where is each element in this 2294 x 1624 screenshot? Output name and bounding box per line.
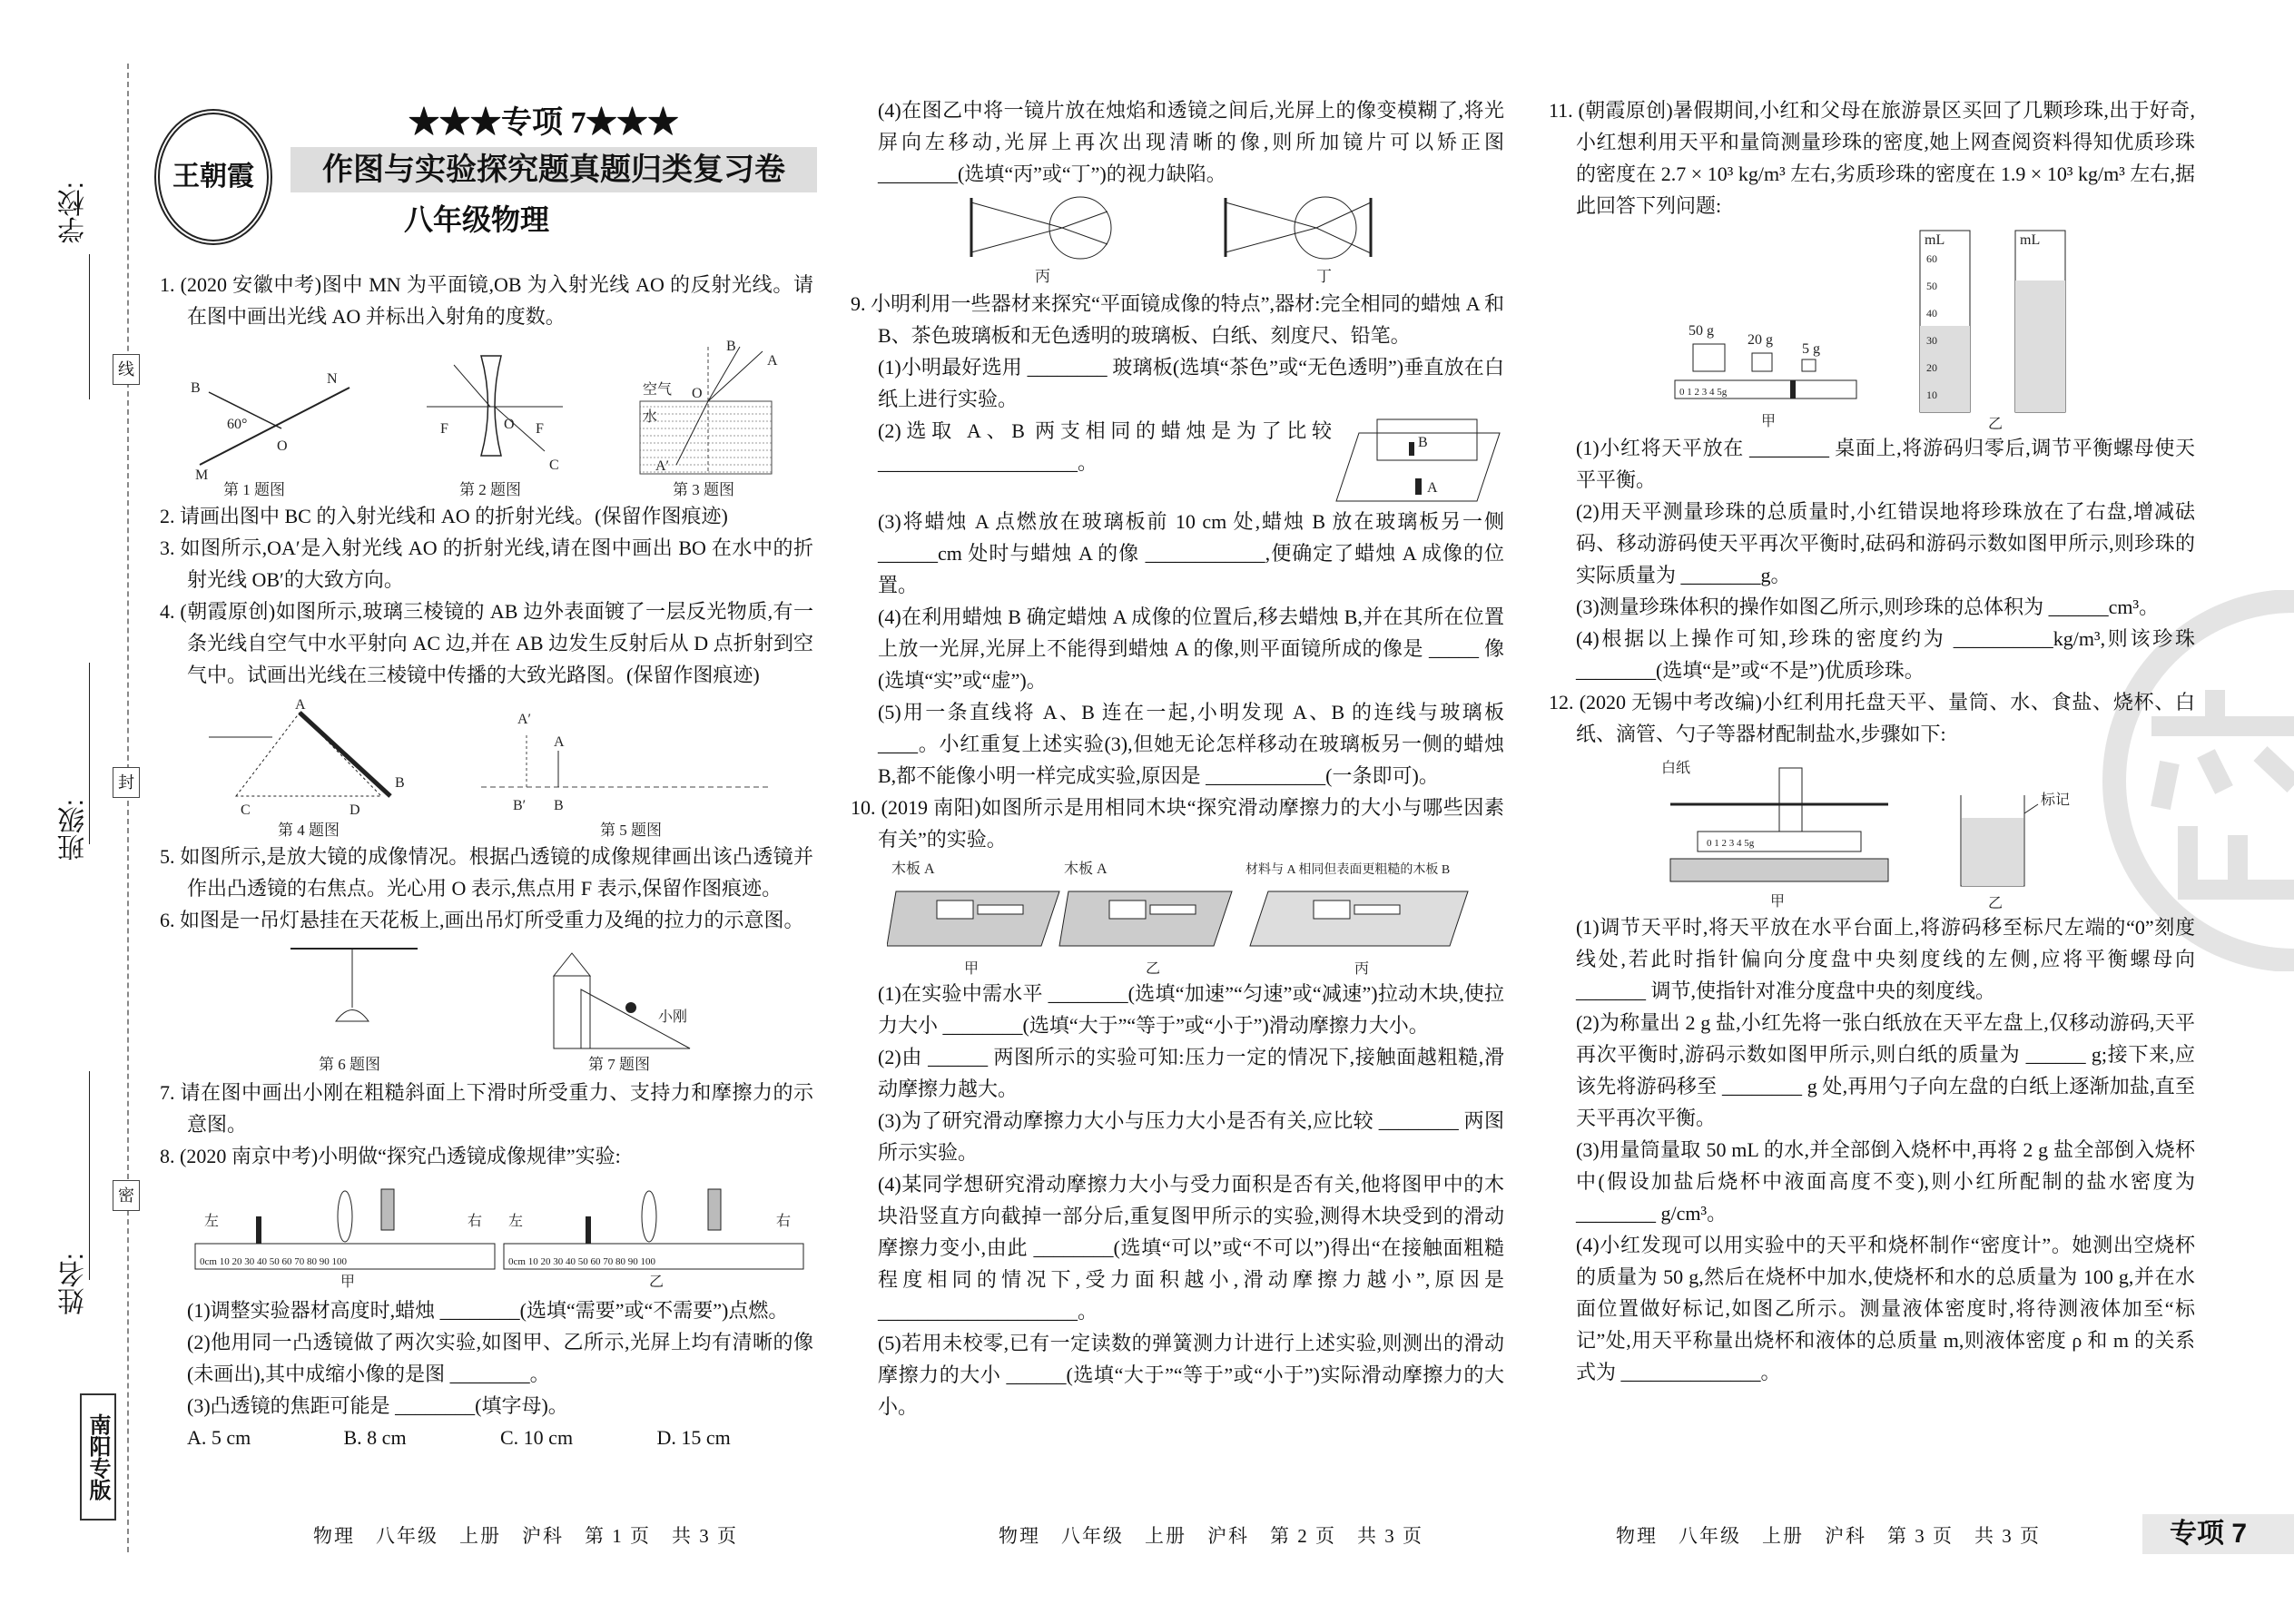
paper-label: 白纸 xyxy=(1661,761,1691,776)
svg-text:C: C xyxy=(549,458,559,473)
page-footer-2: 物理 八年级 上册 沪科 第 2 页 共 3 页 xyxy=(999,1525,1423,1547)
option-a: A. 5 cm xyxy=(187,1426,251,1449)
svg-text:左: 左 xyxy=(204,1214,220,1229)
candle-a-label: A xyxy=(1427,480,1438,496)
question-1: 1. (2020 安徽中考)图中 MN 为平面镜,OB 为入射光线 AO 的反射光线。请在图中画出光线 AO 并标出入射角的度数。 xyxy=(160,273,813,328)
name-field[interactable] xyxy=(89,1071,90,1280)
svg-text:A: A xyxy=(295,697,306,713)
page-title: 作图与实验探究题真题归类复习卷 xyxy=(290,147,817,192)
svg-text:50 g: 50 g xyxy=(1689,323,1714,339)
svg-text:A′: A′ xyxy=(517,712,532,727)
svg-text:左: 左 xyxy=(508,1214,524,1229)
figures-4-5-group xyxy=(160,691,813,841)
figures-1-3 xyxy=(182,338,799,483)
svg-text:乙: 乙 xyxy=(1988,896,2004,911)
svg-text:10: 10 xyxy=(1926,389,1937,401)
question-9-part-3: (3)将蜡烛 A 点燃放在玻璃板前 10 cm 处,蜡烛 B 放在玻璃板另一侧 ______cm 处时与蜡烛 A 的像 ____________,便确定了蜡烛 A 成像的位置。 xyxy=(878,510,1504,596)
page-footer-1: 物理 八年级 上册 沪科 第 1 页 共 3 页 xyxy=(313,1525,738,1547)
question-10-part-1: (1)在实验中需水平 ________(选填“加速”“匀速”或“减速”)拉动木块,使拉力大小 ________(选填“大于”“等于”或“小于”)滑动摩擦力大小。 xyxy=(878,982,1504,1037)
class-field[interactable] xyxy=(89,663,90,844)
question-11-part-2: (2)用天平测量珍珠的总质量时,小红错误地将珍珠放在了右盘,增减砝码、移动游码使天平再次平衡时,砝码和游码示数如图甲所示,则珍珠的实际质量为 ________g。 xyxy=(1576,500,2195,586)
column-3 xyxy=(1549,94,2195,1388)
seal-line: 线 xyxy=(113,354,140,385)
cut-line xyxy=(127,64,129,1552)
page-subtitle: 八年级物理 xyxy=(404,203,550,236)
figure-4-caption: 第 4 题图 xyxy=(278,822,340,839)
svg-text:甲: 甲 xyxy=(964,961,980,977)
candle-b-label: B xyxy=(1418,435,1428,450)
svg-text:F: F xyxy=(440,421,448,437)
label-angle: 60° xyxy=(227,417,248,432)
question-11-part-3: (3)测量珍珠体积的操作如图乙所示,则珍珠的总体积为 ______cm³。 xyxy=(1576,595,2160,618)
svg-text:F: F xyxy=(536,421,544,437)
class-label: 班级: xyxy=(59,799,89,861)
question-8-part-4: (4)在图乙中将一镜片放在烛焰和透镜之间后,光屏上的像变模糊了,将光屏向左移动,光屏上再次出现清晰的像,则所加镜片可以矫正图 ________(选填“丙”或“丁”)的视力缺陷。 xyxy=(878,99,1504,185)
label-a3: A xyxy=(767,353,778,369)
figures-6-7 xyxy=(272,940,708,1053)
name-label: 姓名: xyxy=(59,1253,89,1315)
balance-and-cylinder-figure xyxy=(1661,221,2170,432)
label-m: M xyxy=(195,468,209,483)
option-c: C. 10 cm xyxy=(500,1426,574,1449)
page-footer-3: 物理 八年级 上册 沪科 第 3 页 共 3 页 xyxy=(1616,1525,2041,1547)
question-10-part-2: (2)由 ______ 两图所示的实验可知:压力一定的情况下,接触面越粗糙,滑动摩擦力越大。 xyxy=(878,1046,1504,1100)
question-12: 12. (2020 无锡中考改编)小红利用托盘天平、量筒、水、食盐、烧杯、白纸、滴管、勺子等器材配制盐水,步骤如下: xyxy=(1549,691,2195,745)
svg-text:20: 20 xyxy=(1926,361,1937,374)
label-air: 空气 xyxy=(643,382,673,398)
options-row xyxy=(160,1422,813,1453)
question-8-part-3: (3)凸透镜的焦距可能是 ________(填字母)。 xyxy=(187,1394,568,1417)
figures-6-7-group xyxy=(160,936,813,1077)
question-5: 5. 如图所示,是放大镜的成像情况。根据凸透镜的成像规律画出该凸透镜并作出凸透镜的右焦点。光心用 O 表示,焦点用 F 表示,保留作图痕迹。 xyxy=(160,845,813,900)
svg-text:50: 50 xyxy=(1926,280,1937,292)
question-6: 6. 如图是一吊灯悬挂在天花板上,画出吊灯所受重力及绳的拉力的示意图。 xyxy=(160,909,804,931)
label-n: N xyxy=(327,371,338,387)
question-12-part-1: (1)调节天平时,将天平放在水平台面上,将游码移至标尺左端的“0”刻度线处,若此时指针偏向分度盘中央刻度线的左侧,应将平衡螺母向 _______ 调节,使指针对准分度盘中央的刻度线。 xyxy=(1576,916,2195,1002)
board-b-label: 材料与 A 相同但表面更粗糙的木板 B xyxy=(1245,863,1451,877)
question-2: 2. 请画出图中 BC 的入射光线和 AO 的折射光线。(保留作图痕迹) xyxy=(160,505,728,527)
figure-7-caption: 第 7 题图 xyxy=(588,1056,650,1073)
svg-text:A: A xyxy=(554,734,565,750)
question-12-part-4: (4)小红发现可以用实验中的天平和烧杯制作“密度计”。她测出空烧杯的质量为 50 g,然后在烧杯中加水,使烧杯和水的总质量为 100 g,并在水面位置做好标记,如图乙所示。测量液体密度时,将待测液体加至“标记”处,用天平称量出烧杯和液体的总质量 m,则液体密度 ρ 和 m 的关系式为 ______________。 xyxy=(1576,1234,2195,1383)
figure-1-caption: 第 1 题图 xyxy=(223,481,285,498)
eye-figures xyxy=(962,193,1398,266)
salt-rider-scale: 0 1 2 3 4 5g xyxy=(1707,838,1755,849)
label-o3: O xyxy=(692,386,703,401)
friction-figures xyxy=(887,855,1504,978)
salt-balance-figure xyxy=(1652,750,2088,911)
svg-text:甲: 甲 xyxy=(1770,894,1786,910)
label-a-prime: A′ xyxy=(655,458,670,474)
figure-3-caption: 第 3 题图 xyxy=(673,481,734,498)
label-b: B xyxy=(191,380,201,396)
figure-2-caption: 第 2 题图 xyxy=(459,481,521,498)
school-field[interactable] xyxy=(89,254,90,399)
question-9-part-4: (4)在利用蜡烛 B 确定蜡烛 A 成像的位置后,移去蜡烛 B,并在其所在位置上放一光屏,光屏上不能得到蜡烛 A 的像,则平面镜所成的像是 _____ 像(选填“实”或“虚”)。 xyxy=(878,605,1504,692)
svg-text:右: 右 xyxy=(776,1214,792,1229)
svg-text:乙: 乙 xyxy=(649,1275,665,1289)
question-8-part-2: (2)他用同一凸透镜做了两次实验,如图甲、乙所示,光屏上均有清晰的像(未画出),其中成缩小像的是图 ________。 xyxy=(187,1331,813,1385)
label-water: 水 xyxy=(643,409,658,425)
column-1 xyxy=(160,269,813,1453)
ruler-ticks-yi: 0cm 10 20 30 40 50 60 70 80 90 100 xyxy=(508,1256,655,1267)
question-8: 8. (2020 南京中考)小明做“探究凸透镜成像规律”实验: xyxy=(160,1145,621,1167)
question-12-part-3: (3)用量筒量取 50 mL 的水,并全部倒入烧杯中,再将 2 g 盐全部倒入烧杯中(假设加盐后烧杯中液面高度不变),则小红所配制的盐水密度为 ________ g/cm³。 xyxy=(1576,1138,2195,1225)
question-7: 7. 请在图中画出小刚在粗糙斜面上下滑时所受重力、支持力和摩擦力的示意图。 xyxy=(160,1081,813,1136)
svg-text:甲: 甲 xyxy=(1761,414,1777,429)
question-9-part-1: (1)小明最好选用 ________ 玻璃板(选填“茶色”或“无色透明”)垂直放在白纸上进行实验。 xyxy=(878,356,1504,410)
option-b: B. 8 cm xyxy=(343,1426,407,1449)
question-10: 10. (2019 南阳)如图所示是用相同木块“探究滑动摩擦力的大小与哪些因素有关”的实验。 xyxy=(851,796,1504,851)
svg-text:30: 30 xyxy=(1926,334,1937,347)
svg-text:右: 右 xyxy=(468,1214,483,1229)
svg-text:D: D xyxy=(350,802,360,818)
question-9: 9. 小明利用一些器材来探究“平面镜成像的特点”,器材:完全相同的蜡烛 A 和 B、茶色玻璃板和无色透明的玻璃板、白纸、刻度尺、铅笔。 xyxy=(851,292,1504,347)
question-10-part-4: (4)某同学想研究滑动摩擦力大小与受力面积是否有关,他将图甲中的木块沿竖直方向截掉一部分后,重复图甲所示的实验,测得木块受到的滑动摩擦力变小,由此 ________(选填“可以”或“不可以”)得出“在接触面粗糙程度相同的情况下,受力面积越小,滑动摩擦力越小”,原因是 ____________________。 xyxy=(878,1173,1504,1323)
ruler-ticks-jia: 0cm 10 20 30 40 50 60 70 80 90 100 xyxy=(200,1256,347,1267)
option-d: D. 15 cm xyxy=(656,1426,731,1449)
svg-text:mL: mL xyxy=(1925,232,1945,248)
svg-text:B′: B′ xyxy=(513,798,527,813)
mark-label: 标记 xyxy=(2041,792,2071,808)
seal-seal: 封 xyxy=(113,767,140,798)
svg-text:乙: 乙 xyxy=(1988,417,2004,432)
figure-bing-caption: 丙 xyxy=(1035,268,1050,285)
figures-4-5 xyxy=(209,696,790,819)
brand-logo: 王朝霞 xyxy=(154,109,272,245)
board-a-label-2: 木板 A xyxy=(1064,861,1108,877)
rider-scale: 0 1 2 3 4 5g xyxy=(1679,387,1728,398)
seal-secret: 密 xyxy=(113,1180,140,1211)
binding-strip xyxy=(0,0,136,1624)
svg-text:O: O xyxy=(504,417,515,432)
boy-label: 小刚 xyxy=(658,1009,688,1025)
school-label: 学校: xyxy=(59,182,89,244)
svg-text:B: B xyxy=(554,798,564,813)
label-b3: B xyxy=(726,339,736,354)
question-9-part-2-row xyxy=(851,415,1504,506)
figure-5-caption: 第 5 题图 xyxy=(600,822,662,839)
figure-ding-caption: 丁 xyxy=(1316,268,1332,285)
eye-figures-group xyxy=(851,190,1504,288)
question-3: 3. 如图所示,OA′是入射光线 AO 的折射光线,请在图中画出 BO 在水中的折射光线 OB′的大致方向。 xyxy=(160,536,813,591)
question-11: 11. (朝霞原创)暑假期间,小红和父母在旅游景区买回了几颗珍珠,出于好奇,小红想利用天平和量筒测量珍珠的密度,她上网查阅资料得知优质珍珠的密度在 2.7 × 10³ kg/m³ 左右,劣质珍珠的密度在 1.9 × 10³ kg/m³ 左右,据此回答下列问题: xyxy=(1549,99,2195,217)
board-a-label-1: 木板 A xyxy=(891,861,935,877)
svg-text:甲: 甲 xyxy=(340,1275,356,1289)
figures-1-3-group xyxy=(160,332,813,500)
svg-text:60: 60 xyxy=(1926,252,1937,265)
figure-6-caption: 第 6 题图 xyxy=(319,1056,380,1073)
svg-text:mL: mL xyxy=(2020,232,2041,248)
question-9-part-2: (2)选取 A、B 两支相同的蜡烛是为了比较 ____________________。 xyxy=(878,419,1332,474)
question-10-part-5: (5)若用未校零,已有一定读数的弹簧测力计进行上述实验,则测出的滑动摩擦力的大小 ______(选填“大于”“等于”或“小于”)实际滑动摩擦力的大小。 xyxy=(878,1332,1504,1418)
svg-text:C: C xyxy=(241,802,251,818)
question-11-part-4: (4)根据以上操作可知,珍珠的密度约为 __________kg/m³,则该珍珠 ________(选填“是”或“不是”)优质珍珠。 xyxy=(1576,627,2195,682)
question-8-part-1: (1)调整实验器材高度时,蜡烛 ________(选填“需要”或“不需要”)点燃。 xyxy=(187,1299,789,1322)
topic-number: ★★★专项 7★★★ xyxy=(409,106,679,140)
edition-label: 南阳专版 xyxy=(80,1393,116,1521)
label-o: O xyxy=(277,438,288,454)
question-9-part-5: (5)用一条直线将 A、B 连在一起,小明发现 A、B 的连线与玻璃板 ____。小红重复上述实验(3),但她无论怎样移动在玻璃板另一侧的蜡烛 B,都不能像小明一样完成实验,原因是 ____________(一条即可)。 xyxy=(878,701,1504,787)
svg-text:20 g: 20 g xyxy=(1748,332,1773,348)
question-12-part-2: (2)为称量出 2 g 盐,小红先将一张白纸放在天平左盘上,仅移动游码,天平再次平衡时,游码示数如图甲所示,则白纸的质量为 ______ g;接下来,应该先将游码移至 ________ g 处,再用勺子向左盘的白纸上逐渐加盐,直至天平再次平衡。 xyxy=(1576,1011,2195,1129)
question-11-part-1: (1)小红将天平放在 ________ 桌面上,将游码归零后,调节平衡螺母使天平平衡。 xyxy=(1576,437,2195,491)
svg-text:丙: 丙 xyxy=(1354,961,1370,977)
svg-text:乙: 乙 xyxy=(1146,961,1161,977)
column-2 xyxy=(851,94,1504,1422)
lens-bench-figure xyxy=(191,1176,808,1289)
svg-text:B: B xyxy=(395,775,405,791)
mirror-figure xyxy=(1332,415,1504,506)
svg-text:5 g: 5 g xyxy=(1802,341,1820,357)
question-10-part-3: (3)为了研究滑动摩擦力大小与压力大小是否有关,应比较 ________ 两图所示实验。 xyxy=(878,1109,1504,1164)
svg-text:40: 40 xyxy=(1926,307,1937,320)
topic-badge: 专项 7 xyxy=(2142,1514,2294,1554)
question-4: 4. (朝霞原创)如图所示,玻璃三棱镜的 AB 边外表面镀了一层反光物质,有一条光线自空气中水平射向 AC 边,并在 AB 边发生反射后从 D 点折射到空气中。试画出光线在三棱镜中传播的大致光路图。(保留作图痕迹) xyxy=(160,600,813,686)
